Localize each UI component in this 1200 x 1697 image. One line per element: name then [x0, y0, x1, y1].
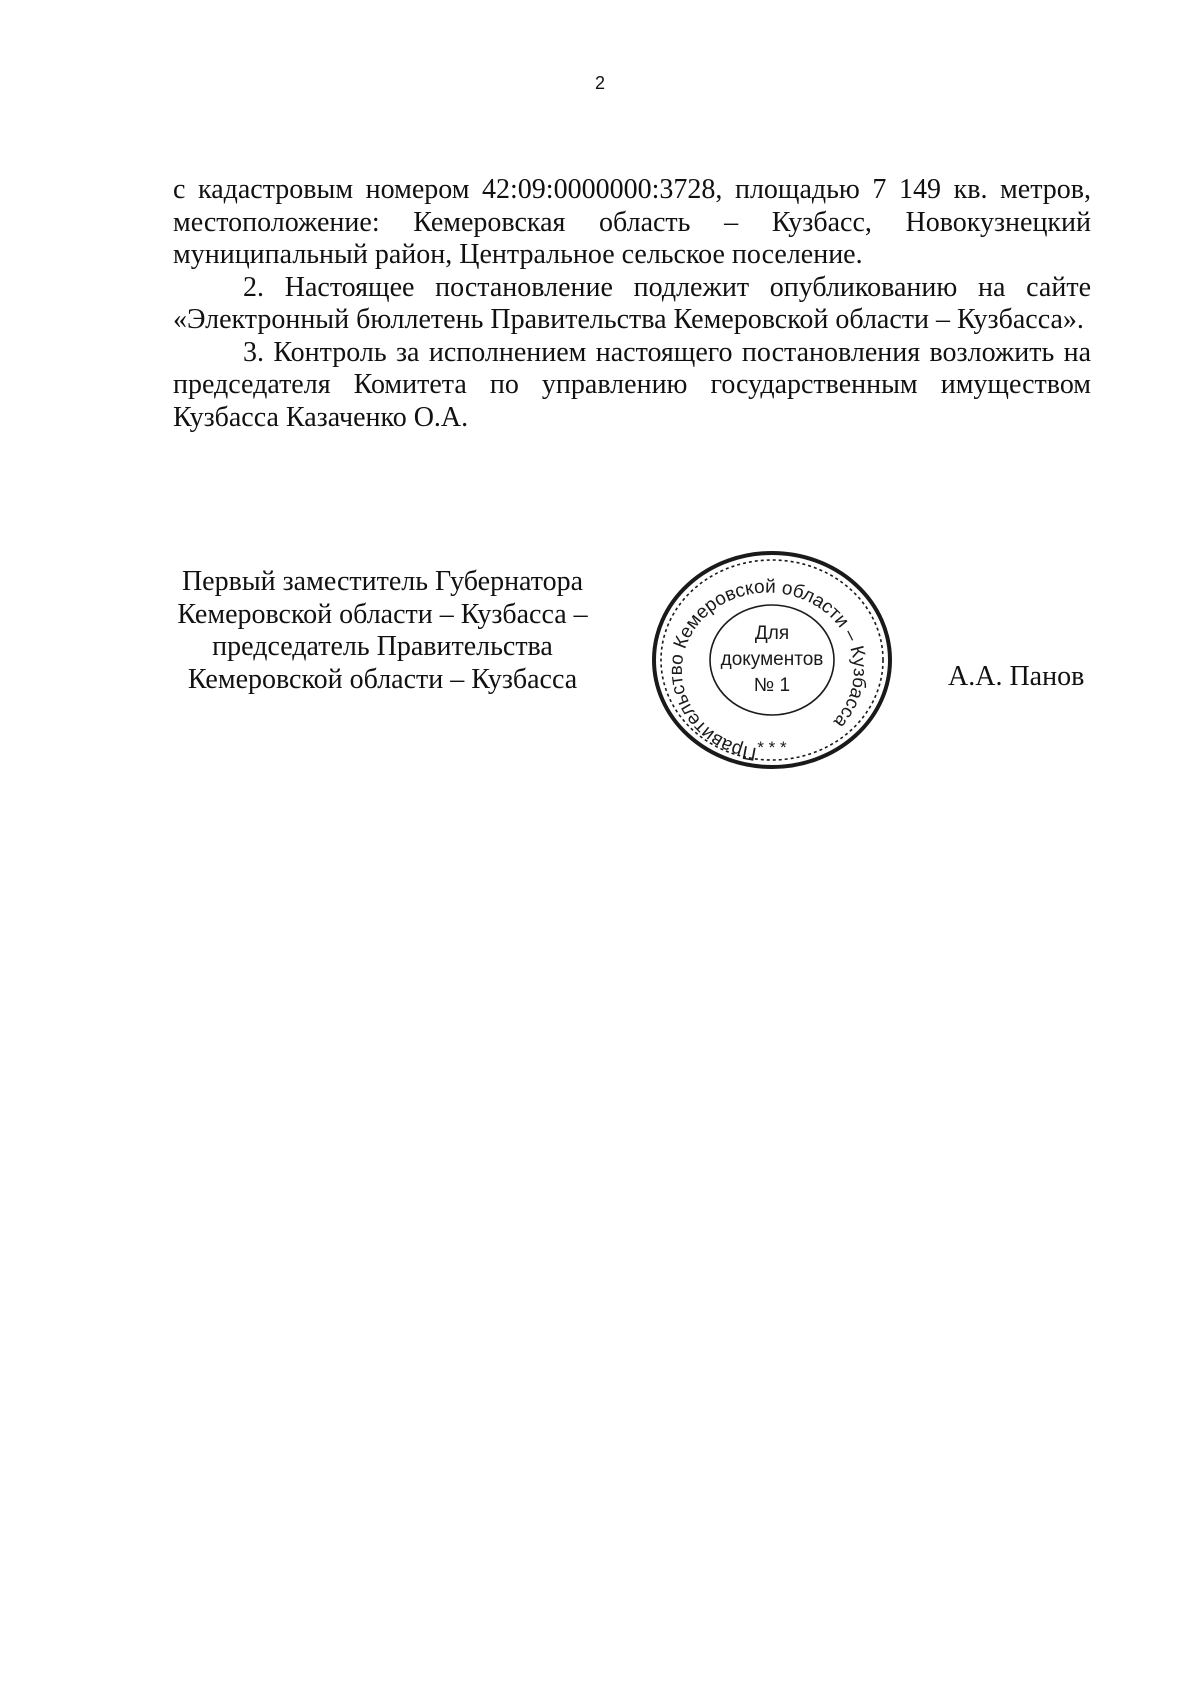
- seal-stars: * * *: [757, 738, 787, 757]
- signatory-name: А.А. Панов: [948, 661, 1085, 692]
- seal-center-line-1: Для: [754, 623, 790, 644]
- seal-center-line-2: документов: [720, 649, 824, 670]
- document-body: [173, 174, 1091, 434]
- position-line: Кемеровской области – Кузбасса –: [177, 598, 588, 630]
- signatory-position: [160, 566, 605, 696]
- paragraph-publication: 2. Настоящее постановление подлежит опубликованию на сайте «Электронный бюллетень Правительства Кемеровской области – Кузбасса».: [173, 271, 1091, 335]
- seal-center-line-3: № 1: [753, 675, 791, 696]
- seal-graphic: [647, 548, 897, 773]
- paragraph-control: 3. Контроль за исполнением настоящего постановления возложить на председателя Комитета по управлению государственным имуществом Кузбасса Казаченко О.А.: [173, 336, 1091, 433]
- official-seal-stamp: [647, 548, 897, 773]
- position-line: Кемеровской области – Кузбасса: [187, 663, 578, 695]
- position-line: председатель Правительства: [212, 631, 553, 662]
- paragraph-cadastral-continuation: с кадастровым номером 42:09:0000000:3728, площадью 7 149 кв. метров, местоположение: Кемеровская область – Кузбасс, Новокузнецкий муниципальный район, Центральное сельское поселение.: [173, 174, 1091, 270]
- seal-ring-text: Правительство Кемеровской области – Кузбасса: [665, 576, 870, 764]
- position-line: Первый заместитель Губернатора: [181, 566, 584, 597]
- page-number: 2: [594, 73, 605, 93]
